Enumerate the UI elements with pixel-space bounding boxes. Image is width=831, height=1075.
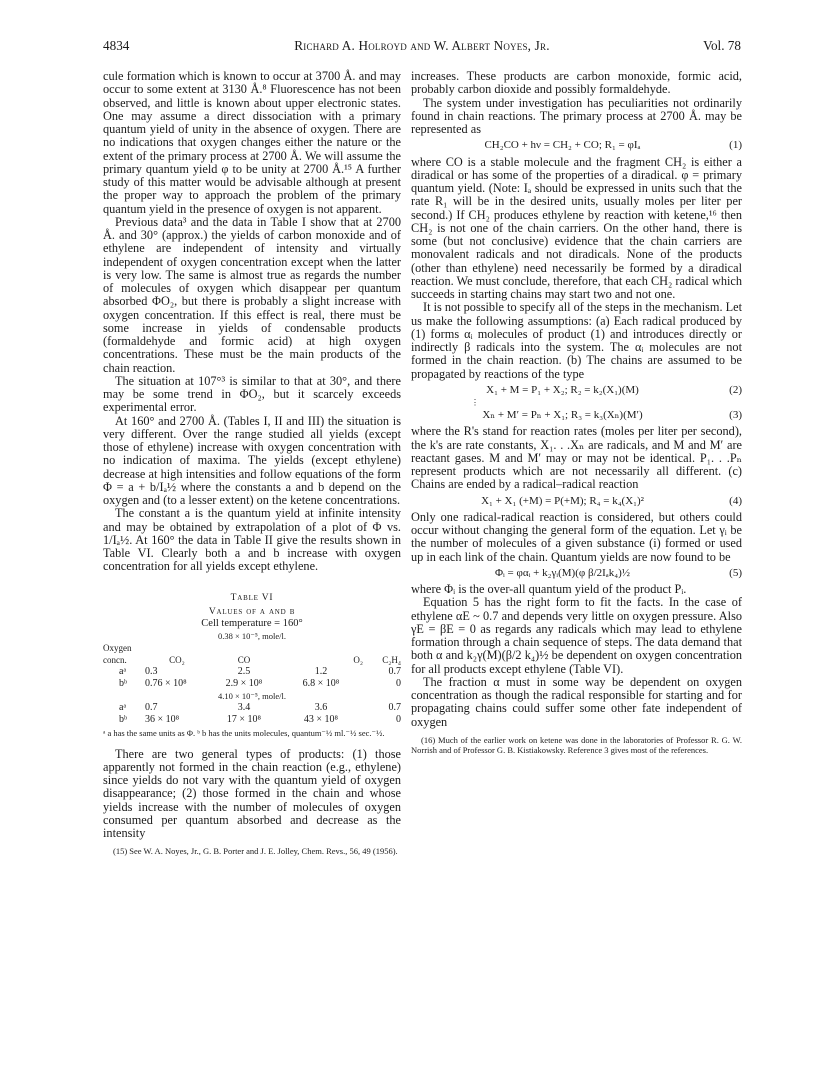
left-column bbox=[103, 70, 401, 856]
table-section-label: 4.10 × 10⁻⁵, mole/l. bbox=[218, 690, 286, 701]
equation-number: (1) bbox=[729, 139, 742, 152]
table-cell-temp: Cell temperature = 160° bbox=[201, 617, 303, 629]
paragraph: The constant a is the quantum yield at infinite intensity and may be obtained by extrapolation of a plot of Φ vs. 1/Iₐ½. At 160° the data in Table II give the results shown in Table VI. Clearly both a and b increase with oxygen concentration for all yields except ethylene. bbox=[103, 506, 401, 574]
table-row bbox=[103, 678, 401, 690]
equation-number: (3) bbox=[729, 409, 742, 421]
table-cell: 0.7 bbox=[145, 701, 158, 713]
table-row bbox=[103, 702, 401, 714]
paragraph: Only one radical-radical reaction is considered, but others could occur without changing the general form of the equation. Let γᵢ be the number of molecules of a given substance (i) formed or used up in each link of the chain. Quantum yields are now found to be bbox=[411, 509, 742, 564]
right-column bbox=[411, 70, 742, 755]
table-cell: 0 bbox=[396, 677, 401, 689]
equation-4 bbox=[411, 495, 742, 508]
table-label: Table VI bbox=[230, 592, 274, 603]
equation-2 bbox=[411, 384, 742, 397]
equation-5 bbox=[411, 567, 742, 580]
table-footnote: ᵃ a has the same units as Φ. ᵇ b has the units molecules, quantum⁻½ ml.⁻½ sec.⁻½. bbox=[103, 727, 385, 738]
paragraph: increases. These products are carbon monoxide, formic acid, probably carbon dioxide and possibly formaldehyde. bbox=[411, 69, 742, 97]
equation-number: (4) bbox=[729, 494, 742, 507]
table-row bbox=[103, 714, 401, 726]
table-cell: 0.3 bbox=[145, 665, 158, 677]
table-header: concn. bbox=[103, 654, 127, 665]
table-title: Values of a and b bbox=[208, 606, 296, 617]
table-section-label: 0.38 × 10⁻⁵, mole/l. bbox=[218, 630, 286, 641]
table-cell: 0.7 bbox=[388, 665, 401, 677]
footnote bbox=[103, 846, 401, 856]
paragraph: cule formation which is known to occur at 3700 Å. and may occur to some extent at 3130 Å.⁸ Fluorescence has not been observed, and little is known about upper electronic states. One may assume a direct dissociation with a primary quantum yield of unity in the absence of oxygen. There are no indications that oxygen changes either the nature or the extent of the primary process at 2700 Å. We will assume the primary quantum yield φ to be unity at 2700 Å.¹⁵ A further study of this matter would be advisable although at present the proper way to approach the problem of the primary quantum yield in the presence of oxygen is not apparent. bbox=[103, 69, 401, 216]
table-cell: 2.9 × 10⁸ bbox=[225, 677, 263, 689]
table-cell: aᵃ bbox=[119, 665, 127, 677]
table-header: CO₂ bbox=[169, 654, 185, 665]
table-grid bbox=[103, 630, 401, 726]
paragraph: where the R's stand for reaction rates (moles per liter per second), the k's are rate constants, X₁. . .Xₙ are radicals, and M and M′ are reactant gases. M and M′ may or may not be identical. P₁. . .Pₙ represent products which are not necessarily all different. (c) Chains are ended by a radical–radical reaction bbox=[411, 424, 742, 492]
paragraph: At 160° and 2700 Å. (Tables I, II and III) the situation is very different. Over the range studied all yields (except those of ethylene) increase with oxygen concentration with no indication of maxima. The yields (except ethylene) decrease at high intensities and follow equations of the form Φ = a + b/Iₐ½ where the constants a and b depend on the oxygen and (to a lesser extent) on the ketene concentrations. bbox=[103, 413, 401, 507]
table-cell: 17 × 10⁸ bbox=[226, 713, 262, 725]
table-cell: 1.2 bbox=[314, 665, 328, 677]
equation-expression: X₁ + X₁ (+M) = P(+M); R₄ = k₄(X₁)² bbox=[481, 494, 644, 507]
equation-number: (5) bbox=[729, 566, 742, 579]
table-cell: 0.76 × 10⁸ bbox=[145, 677, 187, 689]
equation-expression: CH₂CO + hν = CH₂ + CO; R₁ = φIₐ bbox=[484, 139, 641, 152]
paragraph: The fraction α must in some way be dependent on oxygen concentration as though the radical responsible for starting and for propagating chains could suffer some other fate independent of oxygen bbox=[411, 674, 742, 729]
paragraph: The situation at 107°³ is similar to that at 30°, and there may be some trend in ΦO₂, but it scarcely exceeds experimental error. bbox=[103, 373, 401, 415]
equation-3 bbox=[411, 409, 742, 422]
table-cell: 3.4 bbox=[237, 701, 251, 713]
paragraph: The system under investigation has peculiarities not ordinarily found in chain reactions. The primary process at 2700 Å. may be represented as bbox=[411, 95, 742, 136]
volume-label: Vol. 78 bbox=[703, 38, 741, 53]
table-vi bbox=[103, 592, 401, 738]
page-header bbox=[103, 38, 741, 56]
paragraph: Equation 5 has the right form to fit the facts. In the case of ethylene αE ~ 0.7 and depends very little on oxygen pressure. Also γE = βE = 0 as regards any radicals which may lead to ethylene formation through a chain sequence of steps. The data demand that both α and k₂γ(M)(β/2 k₄)½ be dependent on oxygen concentration for all products except ethylene (Table VI). bbox=[411, 595, 742, 676]
table-cell: bᵇ bbox=[119, 677, 128, 689]
table-cell: 36 × 10⁸ bbox=[145, 713, 180, 725]
table-cell: 2.5 bbox=[237, 665, 251, 677]
equation-number: (2) bbox=[729, 383, 742, 396]
paragraph: It is not possible to specify all of the steps in the mechanism. Let us make the following assumptions: (a) Each radical produced by (1) forms αᵢ molecules of product (1) and introduces directly or indirectly β radicals into the system. The αᵢ molecules are not formed in the chain reaction. (b) The chains are assumed to be propagated by reactions of the type bbox=[411, 300, 742, 381]
table-cell: 0 bbox=[396, 713, 401, 725]
running-title: Richard A. Holroyd and W. Albert Noyes, Jr. bbox=[294, 38, 550, 53]
table-cell: 6.8 × 10⁸ bbox=[302, 677, 340, 689]
footnote-15: (15) See W. A. Noyes, Jr., G. B. Porter and J. E. Jolley, Chem. Revs., 56, 49 (1956). bbox=[113, 846, 398, 857]
footnote bbox=[411, 735, 742, 755]
table-header: C₂H₄ bbox=[382, 654, 401, 665]
table-cell: 0.7 bbox=[388, 701, 401, 713]
table-header: Oxygen bbox=[103, 642, 132, 653]
table-header: CO bbox=[237, 654, 251, 665]
table-cell: bᵇ bbox=[119, 713, 128, 725]
page-number: 4834 bbox=[103, 38, 130, 53]
paragraph: where CO is a stable molecule and the fragment CH₂ is either a diradical or has some of the properties of a diradical. φ = primary quantum yield. (Note: Iₐ should be expressed in units such that the rate R₁ will be in the desired units, usually moles per liter per second.) If CH₂ produces ethylene by reaction with ketene,¹⁶ then CH₂ is not one of the chain carriers. On the other hand, there is some (but not conclusive) evidence that the chain carriers are monovalent radicals and not diradicals. None of the products (other than ethylene) need necessarily be formed by a diradical reaction. We must conclude, therefore, that each CH₂ radical which succeeds in starting chains may start two and not one. bbox=[411, 154, 742, 301]
footnote-16: (16) Much of the earlier work on ketene was done in the laboratories of Professor R. G. W. Norrish and of Professor G. B. Kistiakowsky. Reference 3 gives most of the references. bbox=[411, 734, 742, 755]
table-cell: aᵃ bbox=[119, 701, 127, 713]
equation-expression: Φᵢ = φαᵢ + k₂γᵢ(M)(φ β/2Iₐk₄)½ bbox=[494, 566, 631, 579]
table-row bbox=[103, 666, 401, 678]
equation-1 bbox=[411, 139, 742, 152]
vertical-ellipsis: ⋮ bbox=[471, 398, 479, 407]
equation-expression: X₁ + M = P₁ + X₂; R₂ = k₂(X₁)(M) bbox=[486, 383, 639, 396]
paragraph: There are two general types of products: (1) those apparently not formed in the chain reaction (e.g., ethylene) since yields do not vary with the quantum yield of oxygen disappearance; (2) those formed in the chain and whose yields increase with the number of molecules of oxygen consumed per quantum absorbed and decrease as the intensity bbox=[103, 746, 401, 840]
paragraph: where Φᵢ is the over-all quantum yield of the product Pᵢ. bbox=[411, 582, 687, 596]
table-header: O₂ bbox=[353, 654, 363, 665]
equation-expression: Xₙ + M′ = Pₙ + X₁; R₃ = k₃(Xₙ)(M′) bbox=[482, 409, 643, 421]
paragraph: Previous data³ and the data in Table I show that at 2700 Å. and 30° (approx.) the yields of carbon monoxide and of ethylene are independent of intensity and virtually independent of oxygen concentration except when the latter is very low. The same is almost true as regards the number of molecules of oxygen which disappear per quantum absorbed ΦO₂, but there is probably a slight increase with oxygen concentration. If this effect is real, there must be some increase in yields of condensable products (formaldehyde and formic acid) at high oxygen concentrations. These must be the main products of the chain reaction. bbox=[103, 214, 401, 375]
table-cell: 3.6 bbox=[314, 701, 328, 713]
table-cell: 43 × 10⁸ bbox=[303, 713, 339, 725]
